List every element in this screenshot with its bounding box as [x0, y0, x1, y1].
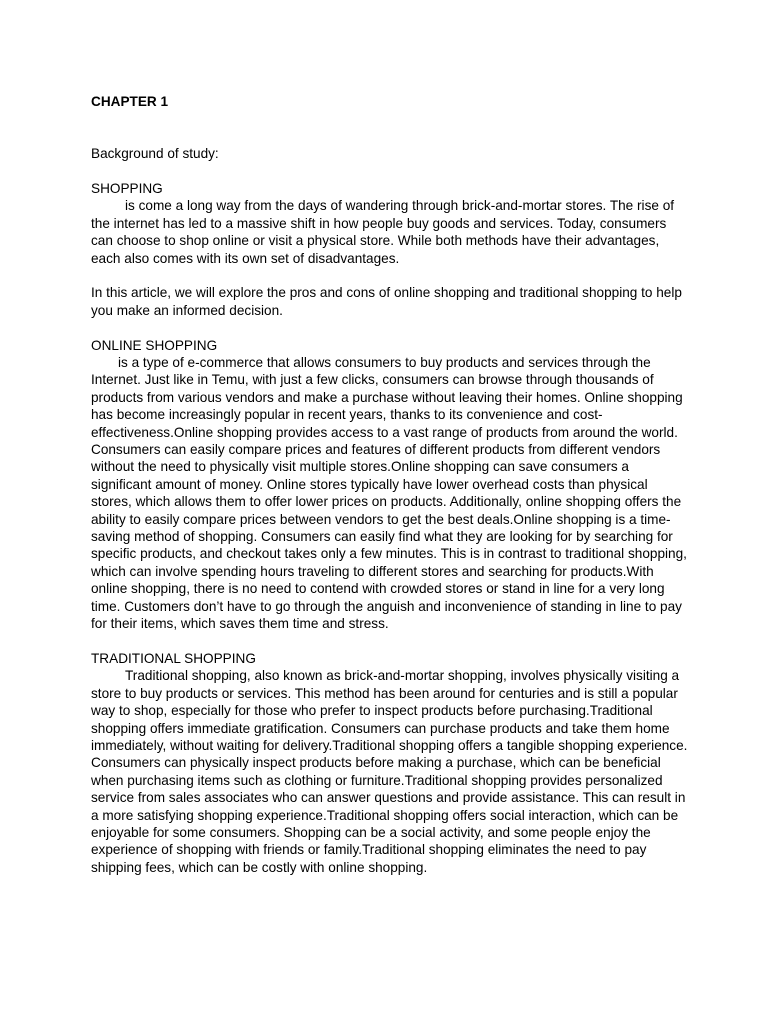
online-shopping-paragraph: is a type of e-commerce that allows consumers to buy products and services through the Internet. Just like in Temu, with just a few clicks, consumers can browse through thousands of products from various vendors and make a purchase without leaving their homes. Online shopping has become increasingly popular in recent years, thanks to its convenience and cost-effectiveness.Online shopping provides access to a vast range of products from around the world. Consumers can easily compare prices and features of different products from different vendors without the need to physically visit multiple stores.Online shopping can save consumers a significant amount of money. Online stores typically have lower overhead costs than physical stores, which allows them to offer lower prices on products. Additionally, online shopping offers the ability to easily compare prices between vendors to get the best deals.Online shopping is a time-saving method of shopping. Consumers can easily find what they are looking for by searching for specific products, and checkout takes only a few minutes. This is in contrast to traditional shopping, which can involve spending hours traveling to different stores and searching for products.With online shopping, there is no need to contend with crowded stores or stand in line for a very long time. Customers don’t have to go through the anguish and inconvenience of standing in line to pay for their items, which saves them time and stress. — [91, 355, 687, 632]
section-heading-online-shopping: ONLINE SHOPPING — [91, 337, 218, 353]
traditional-shopping-paragraph: Traditional shopping, also known as brick-and-mortar shopping, involves physically visiting a store to buy products or services. This method has been around for centuries and is still a popular way to shop, especially for those who prefer to inspect products before purchasing.Traditional shopping offers immediate gratification. Consumers can purchase products and take them home immediately, without waiting for delivery.Traditional shopping offers a tangible shopping experience. Consumers can physically inspect products before making a purchase, which can be beneficial when purchasing items such as clothing or furniture.Traditional shopping provides personalized service from sales associates who can answer questions and provide assistance. This can result in a more satisfying shopping experience.Traditional shopping offers social interaction, which can be enjoyable for some consumers. Shopping can be a social activity, and some people enjoy the experience of shopping with friends or family.Traditional shopping eliminates the need to pay shipping fees, which can be costly with online shopping. — [91, 668, 688, 875]
spacer — [91, 163, 691, 180]
document-page — [91, 93, 691, 876]
background-heading: Background of study: — [91, 146, 219, 162]
spacer — [91, 319, 691, 336]
chapter-title: CHAPTER 1 — [91, 94, 169, 109]
spacer — [91, 110, 691, 145]
section-heading-traditional-shopping: TRADITIONAL SHOPPING — [91, 650, 256, 666]
spacer — [91, 267, 691, 284]
section-heading-shopping: SHOPPING — [91, 180, 163, 196]
shopping-paragraph-2: In this article, we will explore the pros and cons of online shopping and traditional shopping to help you make an informed decision. — [91, 285, 682, 318]
shopping-paragraph-1: is come a long way from the days of wandering through brick-and-mortar stores. The rise of the internet has led to a massive shift in how people buy goods and services. Today, consumers can choose to shop online or visit a physical store. While both methods have their advantages, each also comes with its own set of disadvantages. — [91, 198, 675, 266]
spacer — [91, 633, 691, 650]
